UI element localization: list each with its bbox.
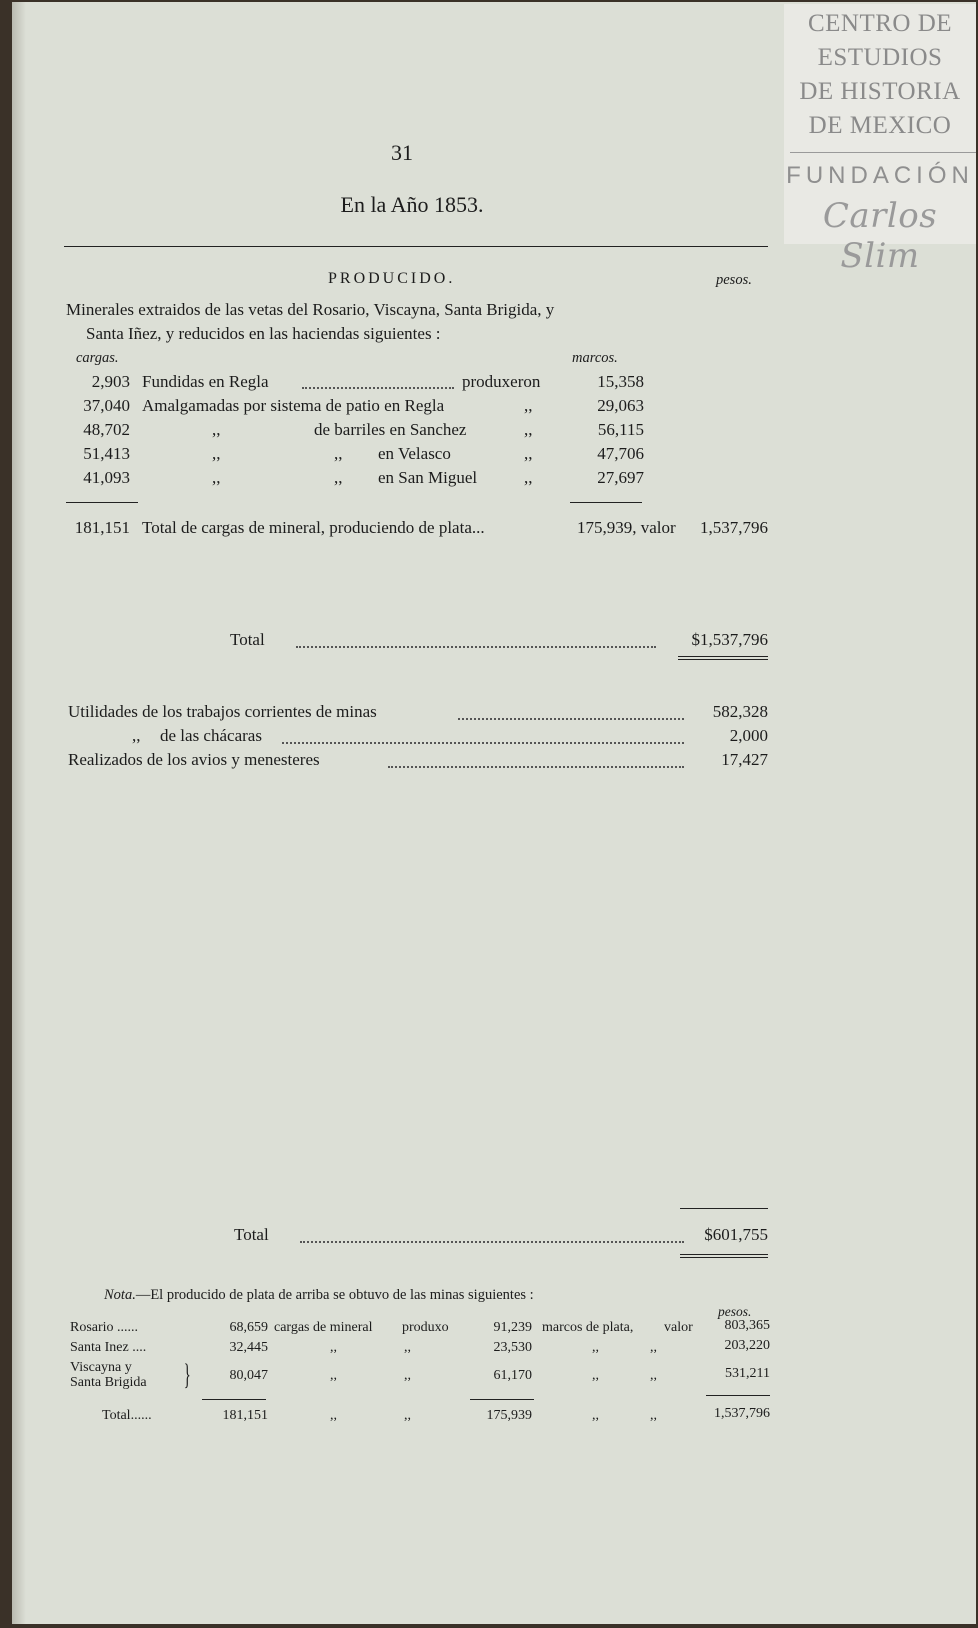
- double-rule: [678, 656, 768, 660]
- nota-mine: Rosario ......: [70, 1320, 139, 1335]
- nota-heading: Nota.: [104, 1287, 136, 1303]
- dot-leader: [300, 1241, 684, 1243]
- ditto-mark: ,,: [404, 1368, 411, 1383]
- nota-mine-line-1: Viscayna y: [70, 1360, 132, 1375]
- nota-pesos: 203,220: [724, 1338, 770, 1353]
- ditto-mark: ,,: [404, 1408, 411, 1423]
- nota-cargas: 80,047: [229, 1368, 268, 1383]
- nota-pesos: 531,211: [725, 1366, 770, 1381]
- nota-total-cargas: 181,151: [222, 1408, 268, 1423]
- utilidades-row-label: de las chácaras: [160, 726, 262, 745]
- sum-rule: [706, 1395, 770, 1396]
- cargas-column-label: cargas.: [76, 350, 119, 366]
- row-cargas: 2,903: [91, 372, 130, 391]
- row-marcos: 47,706: [597, 444, 644, 463]
- dot-leader: [458, 718, 684, 720]
- row-marcos: 56,115: [597, 420, 644, 439]
- ditto-mark: ,,: [592, 1408, 599, 1423]
- double-rule: [680, 1254, 768, 1258]
- row-cargas: 37,040: [83, 396, 130, 415]
- dot-leader: [282, 742, 684, 744]
- producido-total-amount: $1,537,796: [691, 630, 768, 649]
- watermark-line-1: CENTRO DE: [807, 10, 953, 37]
- ditto-mark: ,,: [650, 1340, 657, 1355]
- page-number: 31: [391, 140, 413, 165]
- year-title: En la Año 1853.: [340, 192, 484, 217]
- utilidades-row-label: Realizados de los avios y menesteres: [68, 750, 320, 769]
- row-verb: ,,: [524, 420, 533, 439]
- utilidades-total-amount: $601,755: [704, 1225, 768, 1244]
- row-description: en Velasco: [378, 444, 451, 463]
- row-description: Amalgamadas por sistema de patio en Regla: [142, 396, 445, 415]
- row-verb: produxeron: [462, 372, 541, 391]
- producido-heading: PRODUCIDO.: [328, 270, 456, 287]
- ditto-mark: ,,: [404, 1340, 411, 1355]
- row-marcos: 27,697: [597, 468, 644, 487]
- row-verb: ,,: [524, 468, 533, 487]
- ditto-mark: ,,: [334, 444, 343, 463]
- row-description: Fundidas en Regla: [142, 372, 269, 391]
- sum-rule: [570, 502, 642, 503]
- total-marcos: 175,939, valor: [577, 518, 676, 537]
- utilidades-row-value: 2,000: [729, 726, 768, 745]
- marcos-column-label: marcos.: [572, 350, 618, 366]
- ditto-mark: ,,: [330, 1340, 337, 1355]
- total-pesos: 1,537,796: [700, 518, 768, 537]
- document-page: [12, 2, 976, 1624]
- brace-icon: }: [183, 1358, 191, 1391]
- row-marcos: 15,358: [597, 372, 644, 391]
- ditto-mark: ,,: [330, 1408, 337, 1423]
- nota-marcos: 23,530: [493, 1340, 532, 1355]
- watermark-signature: Carlos Slim: [822, 196, 938, 276]
- ditto-mark: ,,: [650, 1408, 657, 1423]
- sum-rule: [202, 1399, 266, 1400]
- nota-col-2: produxo: [402, 1320, 449, 1335]
- sum-rule: [680, 1208, 768, 1209]
- watermark-line-4: DE MEXICO: [808, 112, 952, 139]
- dot-leader: [296, 646, 656, 648]
- nota-cargas: 68,659: [229, 1320, 268, 1335]
- row-marcos: 29,063: [597, 396, 644, 415]
- ditto-mark: ,,: [330, 1368, 337, 1383]
- nota-col-3: marcos de plata,: [542, 1320, 634, 1335]
- nota-pesos-label: pesos.: [718, 1304, 752, 1319]
- watermark-divider: [790, 152, 976, 153]
- producido-intro-line-1: Minerales extraidos de las vetas del Rosario, Viscayna, Santa Brigida, y: [66, 300, 555, 319]
- ditto-mark: ,,: [132, 726, 141, 745]
- ditto-mark: ,,: [650, 1368, 657, 1383]
- row-description: en San Miguel: [378, 468, 478, 487]
- watermark-line-2: ESTUDIOS: [817, 44, 943, 71]
- watermark-line-3: DE HISTORIA: [799, 78, 961, 105]
- utilidades-row-label: Utilidades de los trabajos corrientes de minas: [68, 702, 377, 721]
- total-cargas: 181,151: [74, 518, 130, 537]
- producido-intro-line-2: Santa Iñez, y reducidos en las haciendas siguientes :: [86, 324, 441, 343]
- row-cargas: 51,413: [83, 444, 130, 463]
- archive-watermark: [784, 4, 976, 276]
- ditto-mark: ,,: [212, 420, 221, 439]
- pesos-column-label: pesos.: [716, 272, 752, 288]
- total-description: Total de cargas de mineral, produciendo de plata...: [142, 518, 485, 537]
- utilidades-total-label: Total: [234, 1225, 269, 1244]
- row-description: de barriles en Sanchez: [314, 420, 467, 439]
- header-rule: [64, 246, 768, 247]
- producido-total-label: Total: [230, 630, 265, 649]
- ditto-mark: ,,: [592, 1340, 599, 1355]
- nota-marcos: 91,239: [493, 1320, 532, 1335]
- nota-cargas: 32,445: [229, 1340, 268, 1355]
- ditto-mark: ,,: [592, 1368, 599, 1383]
- nota-mine-line-2: Santa Brigida: [70, 1375, 147, 1390]
- ditto-mark: ,,: [212, 468, 221, 487]
- utilidades-row-value: 17,427: [721, 750, 768, 769]
- nota-marcos: 61,170: [493, 1368, 532, 1383]
- nota-mine: Santa Inez ....: [70, 1340, 147, 1355]
- ditto-mark: ,,: [334, 468, 343, 487]
- sum-rule: [66, 502, 138, 503]
- nota-line: [104, 1287, 534, 1304]
- row-verb: ,,: [524, 396, 533, 415]
- utilidades-row-value: 582,328: [712, 702, 768, 721]
- nota-text: —El producido de plata de arriba se obtuvo de las minas siguientes :: [135, 1287, 534, 1303]
- nota-pesos: 803,365: [724, 1318, 770, 1333]
- nota-col-1: cargas de mineral: [274, 1320, 373, 1335]
- ditto-mark: ,,: [212, 444, 221, 463]
- dot-leader: [302, 387, 454, 389]
- nota-total-label: Total......: [102, 1408, 152, 1423]
- row-verb: ,,: [524, 444, 533, 463]
- nota-col-4: valor: [664, 1320, 693, 1335]
- nota-total-marcos: 175,939: [486, 1408, 532, 1423]
- row-cargas: 48,702: [83, 420, 130, 439]
- watermark-foundation: FUNDACIÓN: [786, 162, 974, 189]
- row-cargas: 41,093: [83, 468, 130, 487]
- nota-total-pesos: 1,537,796: [714, 1406, 770, 1421]
- sum-rule: [470, 1399, 534, 1400]
- dot-leader: [388, 766, 684, 768]
